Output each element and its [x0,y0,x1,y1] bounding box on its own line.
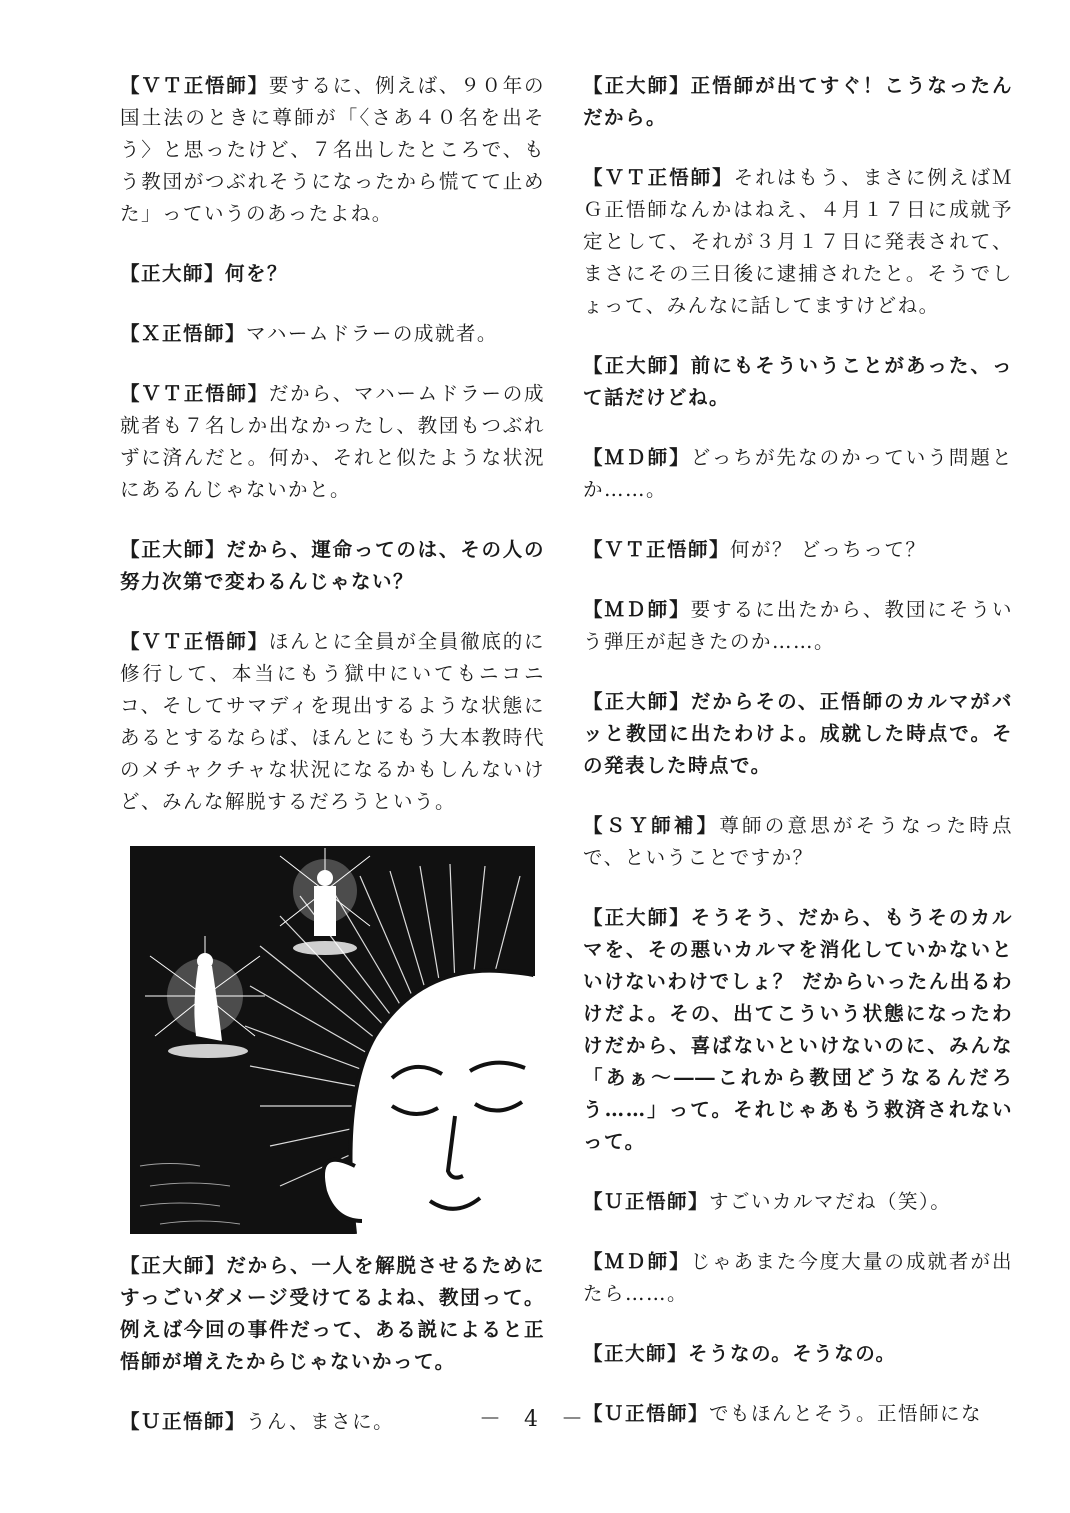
dialogue-line [583,686,1013,782]
dialogue-line [583,350,1013,414]
dialogue-text: 要するに出たから、教団にそういう弾圧が起きたのか……。 [583,598,1013,653]
dialogue-text: 何を？ [225,262,289,285]
dialogue-text: 正悟師が出てすぐ！こうなったんだから。 [583,74,1013,129]
dialogue-line [583,594,1013,658]
dialogue-line [583,534,1013,566]
left-column [120,70,545,1466]
speaker-label: 【正大師】 [583,354,691,377]
speaker-label: 【ＶＴ正悟師】 [583,166,734,189]
speaker-label: 【ＶＴ正悟師】 [120,382,269,405]
speaker-label: 【正大師】 [120,262,226,285]
dialogue-text: じゃあまた今度大量の成就者が出たら……。 [583,1250,1013,1305]
right-column [583,70,1013,1458]
dialogue-line [583,1338,1013,1370]
dialogue-line [583,810,1013,874]
dialogue-line [583,1186,1013,1218]
dialogue-text: マハームドラーの成就者。 [246,322,498,345]
dialogue-line [120,1250,545,1378]
speaker-label: 【正大師】 [583,74,691,97]
page-number: － 4 － [479,1407,591,1432]
dialogue-text: 要するに、例えば、９０年の国土法のときに尊師が「〈さあ４０名を出そう〉と思ったけど、７名出したところで、もう教団がつぶれそうになったから慌てて止めた」っていうのあったよね。 [120,74,545,225]
dialogue-line [120,318,545,350]
speaker-label: 【Ｕ正悟師】 [120,1410,247,1433]
dialogue-line [120,378,545,506]
dialogue-line [120,70,545,230]
left-dialogue-top [120,70,545,818]
speaker-label: 【ＶＴ正悟師】 [120,630,269,653]
dialogue-line [583,902,1013,1158]
speaker-label: 【正大師】 [583,690,691,713]
speaker-label: 【正大師】 [120,538,227,561]
dialogue-line [583,1246,1013,1310]
dialogue-line [583,70,1013,134]
dialogue-line [120,626,545,818]
dialogue-text: 何が？ どっちって？ [730,538,927,561]
dialogue-text: でもほんとそう。正悟師にな [709,1402,983,1425]
speaker-label: 【Ｘ正悟師】 [120,322,247,345]
dialogue-text: 前にもそういうことがあった、って話だけどね。 [583,354,1013,409]
dialogue-line [120,534,545,598]
speaker-label: 【正大師】 [583,906,691,929]
dialogue-text: だから、運命ってのは、その人の努力次第で変わるんじゃない？ [120,538,545,593]
speaker-label: 【正大師】 [583,1342,689,1365]
right-dialogue [583,70,1013,1430]
meditation-illustration [130,846,535,1234]
dialogue-line [120,258,545,290]
dialogue-text: 尊師の意思がそうなった時点で、ということですか？ [583,814,1013,869]
speaker-label: 【正大師】 [120,1254,227,1277]
dialogue-text: そうなの。そうなの。 [688,1342,897,1365]
dialogue-text: うん、まさに。 [246,1410,395,1433]
speaker-label: 【ＭＤ師】 [583,446,691,469]
dialogue-text: そうそう、だから、もうそのカルマを、その悪いカルマを消化していかないといけないわけでしょ？ だからいったん出るわけだよ。その、出てこういう状態になったわけだから、喜ばないといけないのに、みんな「あぁ～――これから教団どうなるんだろう……」って。それじゃあもう救済されないって。 [583,906,1013,1153]
speaker-label: 【Ｕ正悟師】 [583,1402,710,1425]
speaker-label: 【ＭＤ師】 [583,598,691,621]
dialogue-text: ほんとに全員が全員徹底的に修行して、本当にもう獄中にいてもニコニコ、そしてサマディを現出するような状態にあるとするならば、ほんとにもう大本教時代のメチャクチャな状況になるかもしんないけど、みんな解脱するだろうという。 [120,630,545,813]
speaker-label: 【Ｕ正悟師】 [583,1190,710,1213]
speaker-label: 【ＭＤ師】 [583,1250,691,1273]
speaker-label: 【ＶＴ正悟師】 [120,74,269,97]
speaker-label: 【ＶＴ正悟師】 [583,538,731,561]
dialogue-text: それはもう、まさに例えばＭＧ正悟師なんかはねえ、４月１７日に成就予定として、それが３月１７日に発表されて、まさにその三日後に逮捕されたと。そうでしょって、みんなに話してますけどね。 [583,166,1013,317]
dialogue-text: どっちが先なのかっていう問題とか……。 [583,446,1013,501]
dialogue-line [583,442,1013,506]
speaker-label: 【ＳＹ師補】 [583,814,720,837]
dialogue-text: すごいカルマだね（笑）。 [709,1190,952,1213]
dialogue-text: だから、一人を解脱させるためにすっごいダメージ受けてるよね、教団って。例えば今回の事件だって、ある説によると正悟師が増えたからじゃないかって。 [120,1254,545,1373]
dialogue-text: だから、マハームドラーの成就者も７名しか出なかったし、教団もつぶれずに済んだと。何か、それと似たような状況にあるんじゃないかと。 [120,382,545,501]
dialogue-text: だからその、正悟師のカルマがバッと教団に出たわけよ。成就した時点で。その発表した時点で。 [583,690,1013,777]
dialogue-line [583,162,1013,322]
